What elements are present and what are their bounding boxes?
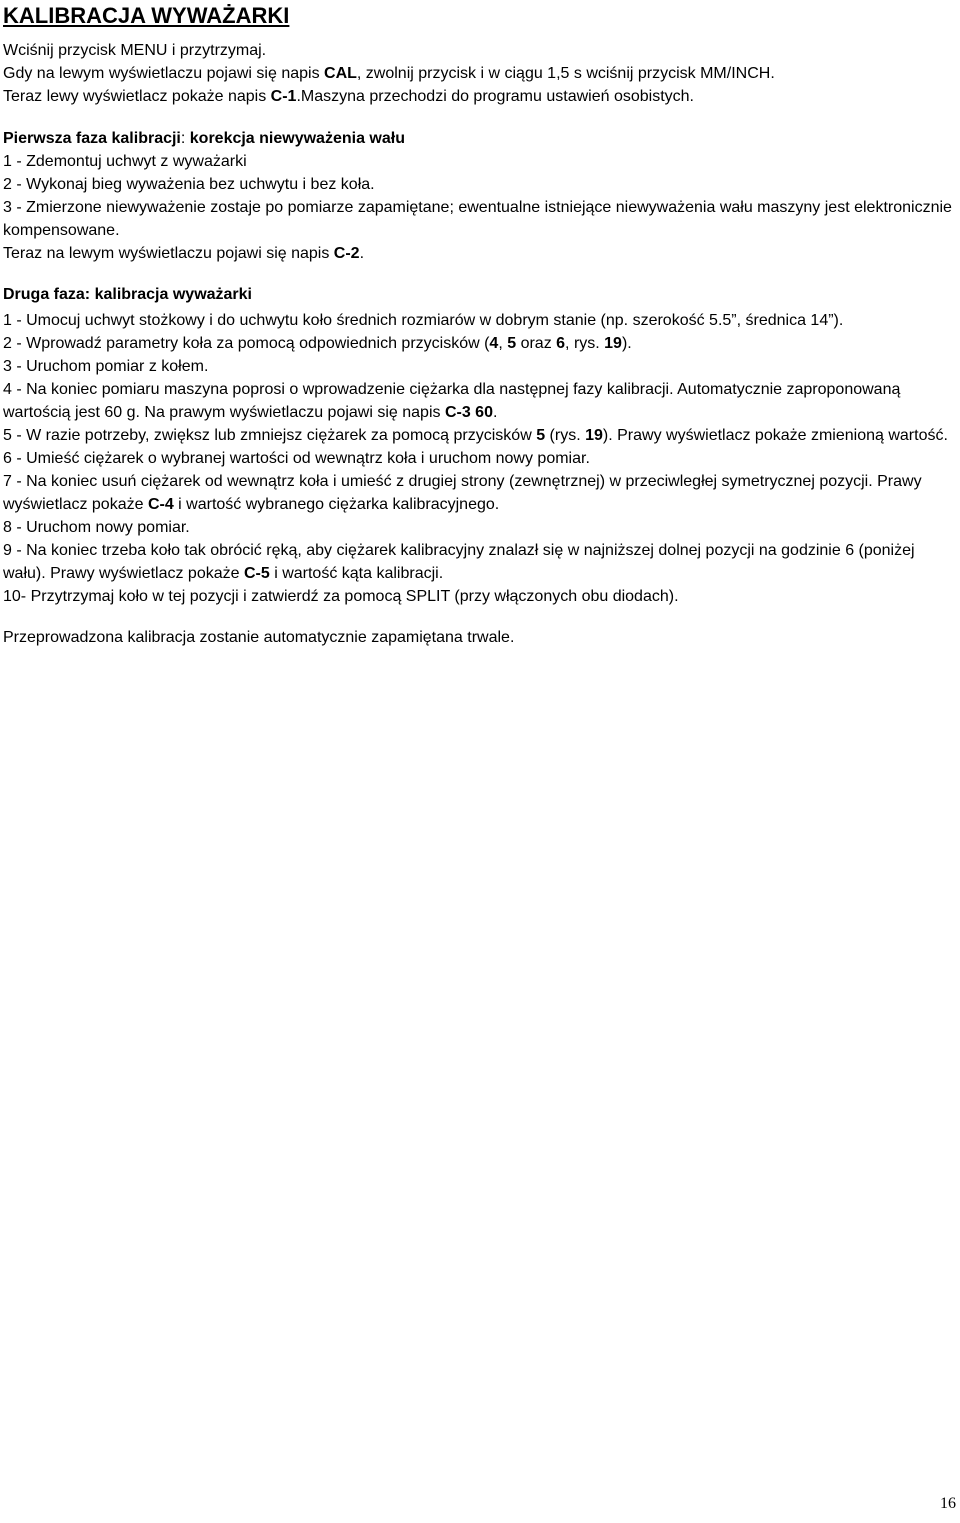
phase2-step-8: 8 - Uruchom nowy pomiar. bbox=[3, 519, 190, 536]
phase2-step-5-end: ). Prawy wyświetlacz pokaże zmienioną wartość. bbox=[602, 427, 948, 444]
phase2-step-10: 10- Przytrzymaj koło w tej pozycji i zatwierdź za pomocą SPLIT (przy włączonych obu diodach). bbox=[3, 588, 679, 605]
phase2-step-2-sep-2: oraz bbox=[516, 335, 557, 352]
button-4-ref: 4 bbox=[489, 335, 499, 352]
intro-line-3-text-a: Teraz lewy wyświetlacz pokaże napis bbox=[3, 88, 271, 105]
phase2-step-4-text-a: 4 - Na koniec pomiaru maszyna poprosi o wprowadzenie ciężarka dla następnej fazy kalibracji. Automatycznie zaproponowaną wartością jest 60 g. Na prawym wyświetlaczu pojawi się napis bbox=[3, 381, 901, 421]
c1-code: C-1 bbox=[270, 88, 297, 105]
phase1-step-2: 2 - Wykonaj bieg wyważenia bez uchwytu i bez koła. bbox=[3, 176, 375, 193]
page-title: KALIBRACJA WYWAŻARKI bbox=[3, 3, 290, 28]
phase1-heading-subject: korekcja niewyważenia wału bbox=[189, 130, 405, 147]
phase2-step-2-sep-1: , bbox=[498, 335, 508, 352]
intro-section bbox=[3, 39, 953, 108]
phase1-step-4 bbox=[3, 242, 953, 265]
phase1-step-1: 1 - Zdemontuj uchwyt z wyważarki bbox=[3, 153, 247, 170]
phase2-step-7 bbox=[3, 470, 953, 516]
phase1-heading-label: Pierwsza faza kalibracji bbox=[3, 130, 181, 147]
c3-code: C-3 60 bbox=[444, 404, 493, 421]
phase2-step-4 bbox=[3, 378, 953, 424]
cal-code: CAL bbox=[324, 65, 357, 82]
phase1-step-4-text-b: . bbox=[359, 245, 365, 262]
button-5-ref-2: 5 bbox=[536, 427, 546, 444]
phase2-step-9-end: i wartość kąta kalibracji. bbox=[269, 565, 444, 582]
phase2-step-4-end: . bbox=[492, 404, 498, 421]
figure-19-ref: 19 bbox=[604, 335, 622, 352]
phase2-step-3: 3 - Uruchom pomiar z kołem. bbox=[3, 358, 209, 375]
phase2-heading: Druga faza: kalibracja wyważarki bbox=[3, 286, 252, 303]
intro-line-2 bbox=[3, 62, 953, 85]
intro-line-3-text-b: .Maszyna przechodzi do programu ustawień osobistych. bbox=[296, 88, 694, 105]
c4-code: C-4 bbox=[147, 496, 174, 513]
phase2-step-5-sep: (rys. bbox=[545, 427, 586, 444]
intro-line-2-text-b: , zwolnij przycisk i w ciągu 1,5 s wciśnij przycisk MM/INCH. bbox=[356, 65, 775, 82]
phase1-section bbox=[3, 127, 953, 265]
c5-code: C-5 bbox=[243, 565, 270, 582]
intro-line-1: Wciśnij przycisk MENU i przytrzymaj. bbox=[3, 42, 267, 59]
phase2-step-5 bbox=[3, 424, 953, 447]
phase2-section bbox=[3, 283, 953, 608]
intro-line-3 bbox=[3, 85, 953, 108]
phase1-step-4-text-a: Teraz na lewym wyświetlaczu pojawi się napis bbox=[3, 245, 334, 262]
button-6-ref: 6 bbox=[556, 335, 566, 352]
intro-line-2-text-a: Gdy na lewym wyświetlaczu pojawi się napis bbox=[3, 65, 325, 82]
c2-code: C-2 bbox=[333, 245, 360, 262]
phase2-step-7-text-a: 7 - Na koniec usuń ciężarek od wewnątrz koła i umieść z drugiej strony (zewnętrznej) w przeciwległej symetrycznej pozycji. Prawy wyświetlacz pokaże bbox=[3, 473, 922, 513]
phase2-step-9-text-a: 9 - Na koniec trzeba koło tak obrócić ręką, aby ciężarek kalibracyjny znalazł się w najniższej dolnej pozycji na godzinie 6 (poniżej wału). Prawy wyświetlacz pokaże bbox=[3, 542, 915, 582]
phase2-step-2-text-a: 2 - Wprowadź parametry koła za pomocą odpowiednich przycisków ( bbox=[3, 335, 490, 352]
phase2-step-2-end: ). bbox=[621, 335, 632, 352]
figure-19-ref-2: 19 bbox=[585, 427, 603, 444]
phase2-step-2-sep-3: , rys. bbox=[565, 335, 605, 352]
phase1-heading-colon: : bbox=[180, 130, 190, 147]
phase2-step-6: 6 - Umieść ciężarek o wybranej wartości od wewnątrz koła i uruchom nowy pomiar. bbox=[3, 450, 590, 467]
phase1-heading bbox=[3, 127, 953, 150]
phase1-step-3: 3 - Zmierzone niewyważenie zostaje po pomiarze zapamiętane; ewentualne istniejące niewyważenia wału maszyny jest elektronicznie kompensowane. bbox=[3, 199, 952, 239]
document-body bbox=[3, 2, 953, 649]
button-5-ref: 5 bbox=[507, 335, 517, 352]
phase2-step-1: 1 - Umocuj uchwyt stożkowy i do uchwytu koło średnich rozmiarów w dobrym stanie (np. szerokość 5.5”, średnica 14”). bbox=[3, 312, 844, 329]
phase2-step-5-text-a: 5 - W razie potrzeby, zwiększ lub zmniejsz ciężarek za pomocą przycisków bbox=[3, 427, 537, 444]
phase2-step-2 bbox=[3, 332, 953, 355]
phase2-step-9 bbox=[3, 539, 953, 585]
closing-note: Przeprowadzona kalibracja zostanie automatycznie zapamiętana trwale. bbox=[3, 629, 515, 646]
phase2-step-7-end: i wartość wybranego ciężarka kalibracyjnego. bbox=[173, 496, 500, 513]
page-number: 16 bbox=[940, 1495, 956, 1512]
